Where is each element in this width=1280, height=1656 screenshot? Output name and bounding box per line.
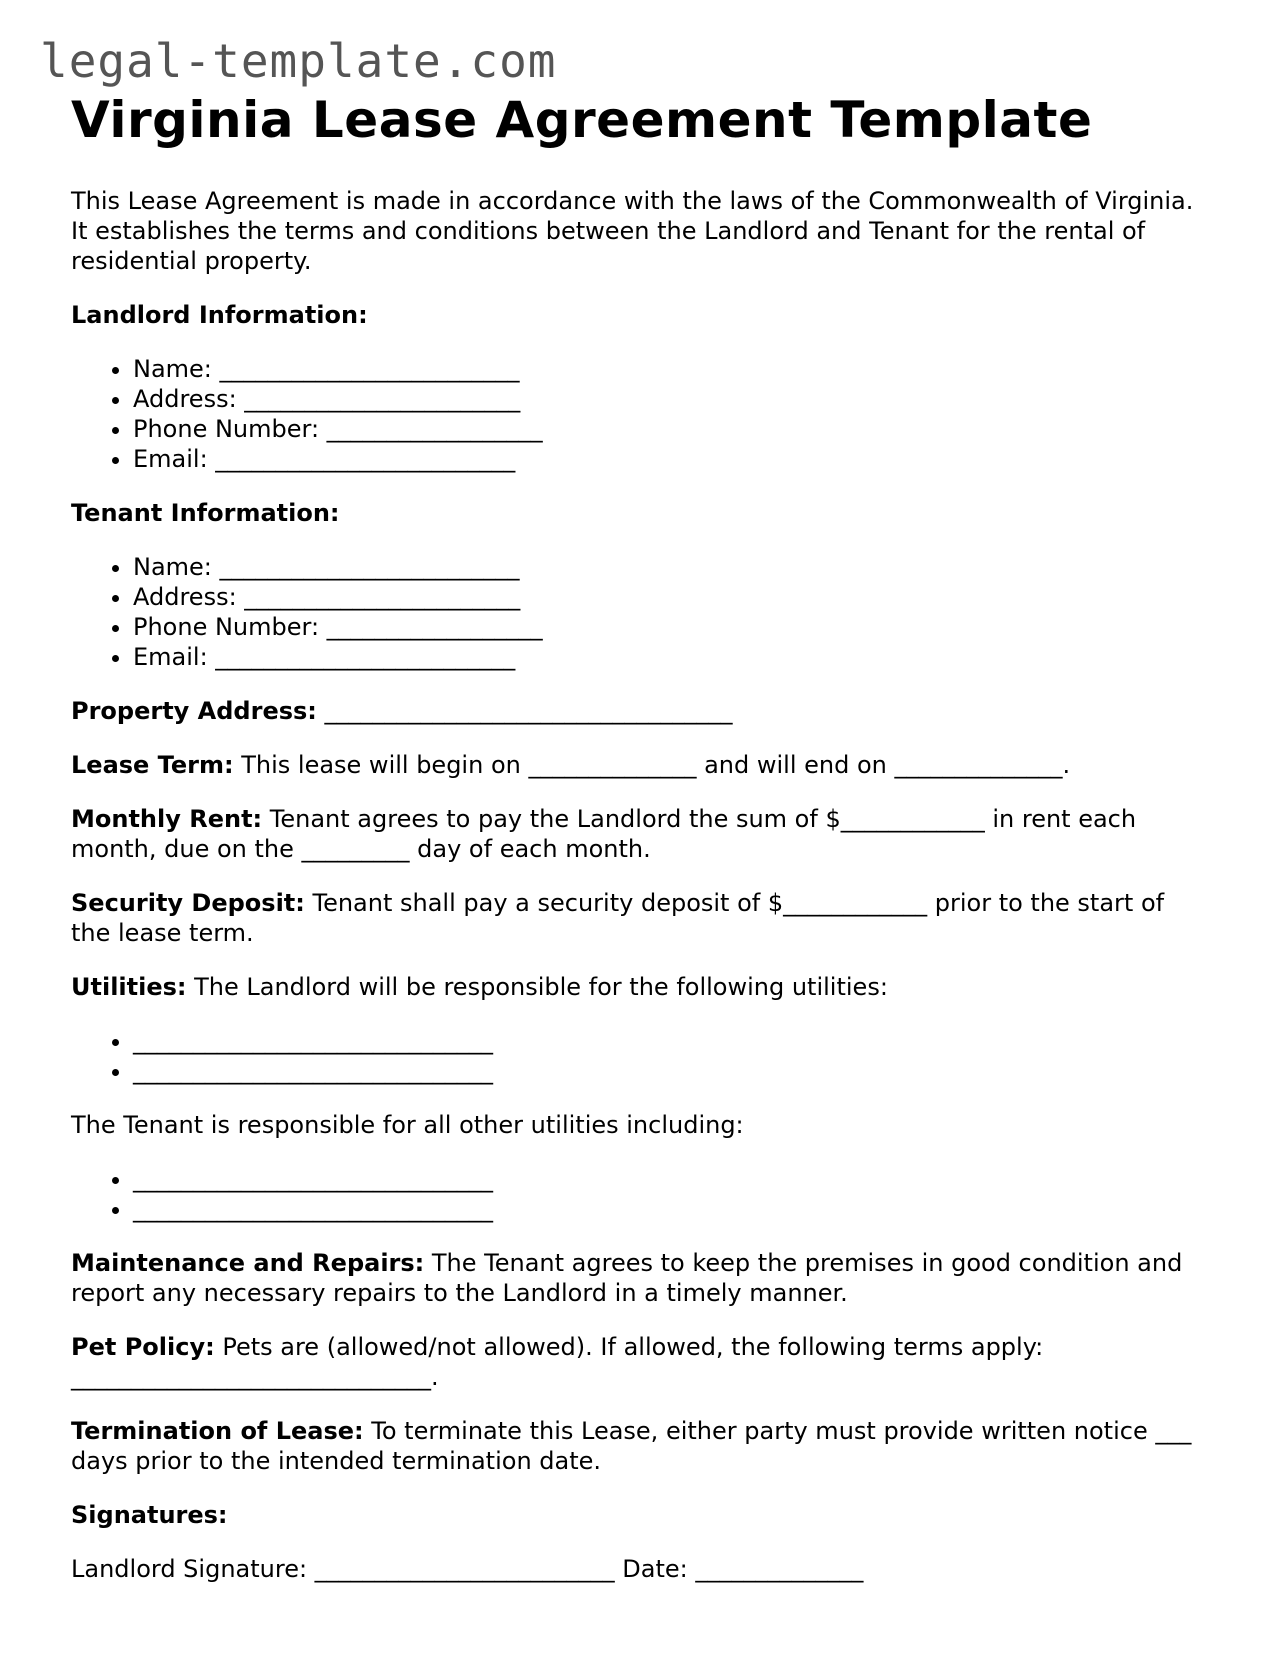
landlord-phone-field: • Phone Number: __________________ — [133, 414, 1211, 444]
tenant-phone-field: • Phone Number: __________________ — [133, 612, 1211, 642]
utilities-section — [71, 972, 1211, 1002]
pet-policy-text: Pets are (allowed/not allowed). If allowed, the following terms apply: ______________________________. — [71, 1333, 1044, 1391]
landlord-utilities-list — [71, 1026, 1211, 1086]
landlord-fields-list — [71, 354, 1211, 474]
tenant-email-field: • Email: _________________________ — [133, 642, 1211, 672]
maintenance-label: Maintenance and Repairs: — [71, 1249, 425, 1277]
landlord-name-field: • Name: _________________________ — [133, 354, 1211, 384]
pet-policy-label: Pet Policy: — [71, 1333, 215, 1361]
lease-term-label: Lease Term: — [71, 751, 234, 779]
termination-text: To terminate this Lease, either party must provide written notice ___ days prior to the intended termination date. — [71, 1417, 1192, 1475]
utilities-text: The Landlord will be responsible for the following utilities: — [186, 973, 888, 1001]
lease-term-text: This lease will begin on ______________ and will end on ______________. — [233, 751, 1071, 779]
property-address-label: Property Address: — [71, 697, 317, 725]
landlord-info-heading-text: Landlord Information: — [71, 301, 368, 329]
document-title: Virginia Lease Agreement Template — [71, 91, 1093, 149]
intro-paragraph: This Lease Agreement is made in accordance with the laws of the Commonwealth of Virginia. It establishes the terms and conditions between the Landlord and Tenant for the rental of residential property. — [71, 187, 1194, 275]
termination-label: Termination of Lease: — [71, 1417, 364, 1445]
monthly-rent-text: Tenant agrees to pay the Landlord the sum of $____________ in rent each month, due on the _________ day of each month. — [71, 805, 1137, 863]
landlord-utility-blank-2: • ______________________________ — [133, 1056, 1211, 1086]
security-deposit-text: Tenant shall pay a security deposit of $____________ prior to the start of the lease term. — [71, 889, 1165, 947]
utilities-label: Utilities: — [71, 973, 187, 1001]
lease-term-section — [71, 750, 1211, 780]
property-address-blank: __________________________________ — [316, 697, 733, 725]
pet-policy-section — [71, 1332, 1211, 1392]
tenant-utilities-list — [71, 1164, 1211, 1224]
tenant-info-heading — [71, 498, 1211, 528]
watermark: legal-template.com — [40, 34, 557, 88]
security-deposit-section — [71, 888, 1211, 948]
maintenance-text: The Tenant agrees to keep the premises in good condition and report any necessary repairs to the Landlord in a timely manner. — [71, 1249, 1183, 1307]
property-address-section — [71, 696, 1211, 726]
maintenance-section — [71, 1248, 1211, 1308]
landlord-info-heading — [71, 300, 1211, 330]
tenant-address-field: • Address: _______________________ — [133, 582, 1211, 612]
monthly-rent-section — [71, 804, 1211, 864]
landlord-address-field: • Address: _______________________ — [133, 384, 1211, 414]
tenant-utilities-text: The Tenant is responsible for all other utilities including: — [71, 1111, 744, 1139]
landlord-email-field: • Email: _________________________ — [133, 444, 1211, 474]
signatures-heading — [71, 1500, 1211, 1530]
monthly-rent-label: Monthly Rent: — [71, 805, 263, 833]
signatures-heading-text: Signatures: — [71, 1501, 228, 1529]
tenant-name-field: • Name: _________________________ — [133, 552, 1211, 582]
termination-section — [71, 1416, 1211, 1476]
tenant-info-heading-text: Tenant Information: — [71, 499, 340, 527]
tenant-utility-blank-2: • ______________________________ — [133, 1194, 1211, 1224]
document-body — [71, 88, 1211, 1584]
landlord-signature-line: Landlord Signature: _________________________ Date: ______________ — [71, 1555, 864, 1583]
tenant-utility-blank-1: • ______________________________ — [133, 1164, 1211, 1194]
tenant-fields-list — [71, 552, 1211, 672]
landlord-utility-blank-1: • ______________________________ — [133, 1026, 1211, 1056]
security-deposit-label: Security Deposit: — [71, 889, 305, 917]
